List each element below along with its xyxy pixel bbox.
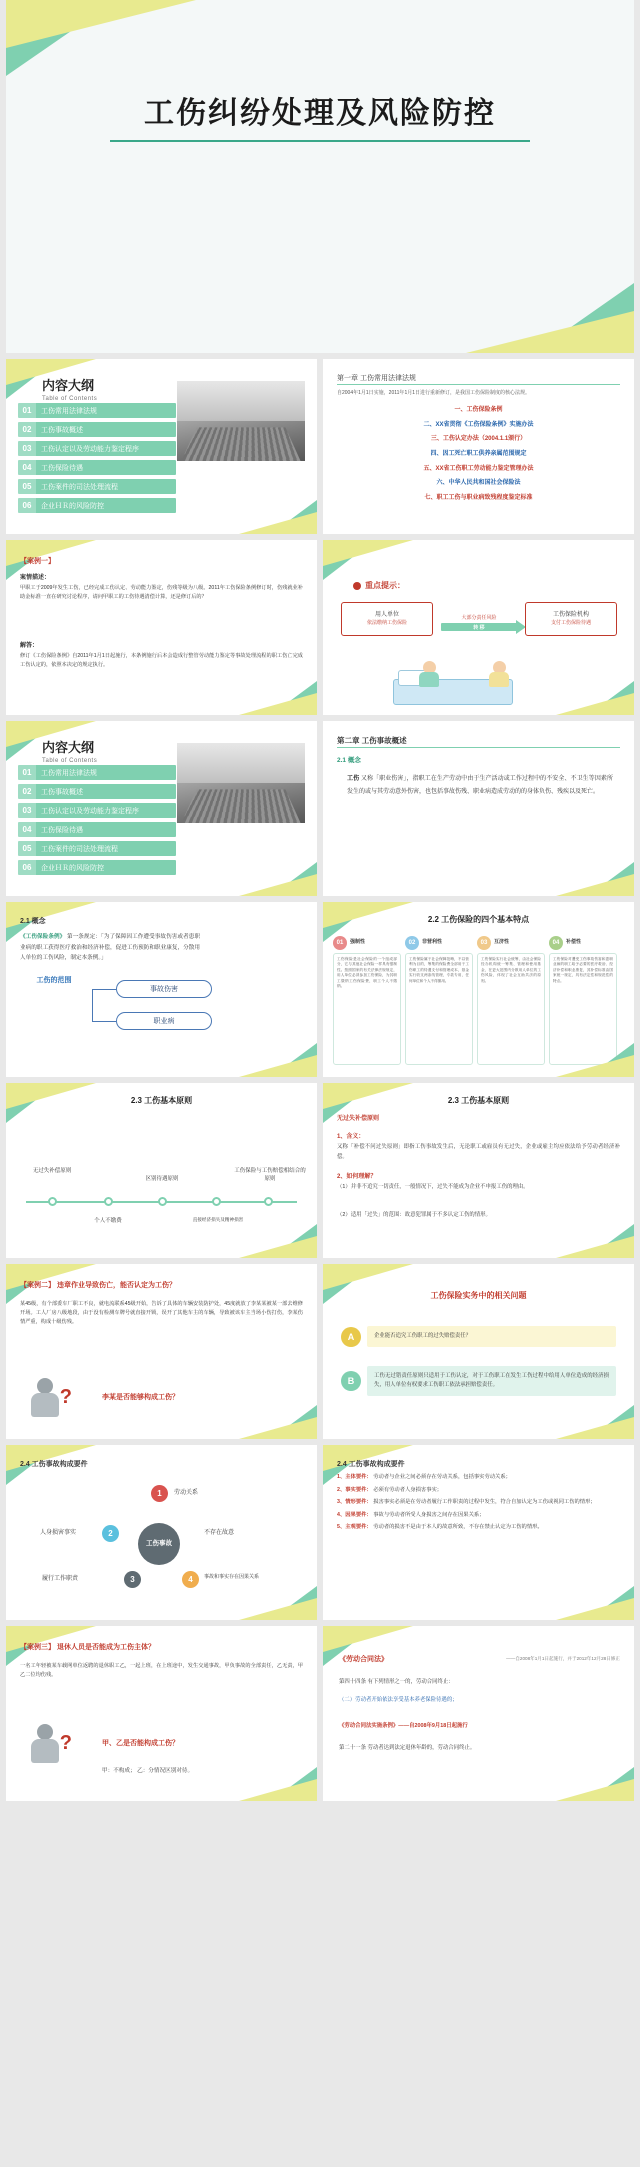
corner-decor-yellow-br (556, 1598, 634, 1620)
toc-item-number: 04 (18, 460, 36, 475)
toc-item-label: 工伤常用法律法规 (41, 769, 97, 777)
question-person-illustration (24, 1722, 70, 1768)
connector-line (92, 989, 93, 1021)
figure-body (31, 1393, 59, 1417)
toc-item-4[interactable] (18, 460, 176, 475)
toc-item-number: 02 (18, 784, 36, 799)
employer-label: 用人单位 (374, 611, 399, 618)
law-item: 四、因工死亡职工供养亲属范围规定 (430, 451, 527, 458)
corner-decor-yellow-br (556, 874, 634, 896)
toc-item-label: 工伤事故概述 (41, 788, 83, 796)
slide-chapter-2 (323, 721, 634, 896)
ab-badge-a: A (341, 1327, 361, 1347)
figure-body (489, 672, 509, 687)
case-subtitle: 案情描述： (20, 575, 51, 581)
feature-number: 01 (333, 936, 347, 950)
feature-card-1 (333, 936, 401, 1065)
slide-toc-repeat (6, 721, 317, 896)
regulation-quote: 《工伤保险条例》 (20, 934, 66, 940)
case-ask: 甲、乙是否能构成工伤？ (102, 1740, 179, 1747)
deck-row (0, 1083, 640, 1258)
deck-row (0, 1445, 640, 1620)
toc-item-label: 工伤常用法律法规 (41, 407, 97, 415)
toc-subtitle: Table of Contents (42, 396, 98, 402)
timeline-node (104, 1197, 113, 1206)
divider (337, 747, 620, 748)
ab-text-a: 企业能否追究工伤职工的过失赔偿责任？ (367, 1326, 616, 1347)
photo-sky (177, 381, 305, 421)
deck-row (0, 902, 640, 1077)
toc-item-number: 02 (18, 422, 36, 437)
case-tag (20, 1642, 155, 1652)
toc-item-number: 05 (18, 841, 36, 856)
toc-item-3[interactable] (18, 803, 176, 818)
toc-heading (42, 737, 97, 764)
feature-card-3 (477, 936, 545, 1065)
case-answer: 修订《工伤保险条例》自2011年1月1日起施行，本条例施行后本会造成行整管劳动能力鉴定等事故处理流程的职工伤亡完成工伤认定的，依照本决定的规定执行。 (20, 653, 303, 668)
pier-photo (177, 381, 305, 461)
item-heading: 2、事实要件： (337, 1486, 372, 1493)
corner-decor-yellow-br (239, 1055, 317, 1077)
section-number: 2.3 工伤基本原则 (130, 1096, 193, 1105)
toc-item-label: 工伤认定以及劳动能力鉴定程序 (41, 445, 139, 453)
corner-decor-yellow-br (239, 1417, 317, 1439)
feature-header (477, 936, 545, 950)
transfer-arrow (441, 614, 517, 631)
ab-badge-b: B (341, 1371, 361, 1391)
corner-decor-yellow (323, 540, 413, 566)
feature-name: 非营利性 (422, 939, 443, 946)
connector-line (92, 989, 116, 990)
item-text: 劳动者与企业之间必须存在劳动关系，包括事实劳动关系； (373, 1474, 511, 1480)
slide-key-point (323, 540, 634, 715)
corner-decor-yellow-br (556, 693, 634, 715)
toc-item-number: 01 (18, 403, 36, 418)
deck-row (0, 359, 640, 534)
law-clause-1: 第四十四条 有下列情形之一的，劳动合同终止： (339, 1679, 454, 1685)
toc-item-5[interactable] (18, 841, 176, 856)
constituent-item-4 (337, 1511, 620, 1521)
nofault-block-1-text: 又称「补偿不问过失原则」即指工伤事故发生后，无论职工或雇员有无过失，企业或雇主均应依法给予劳动者经济补偿。 (337, 1144, 620, 1160)
timeline-label: 区别待遇原则 (145, 1176, 179, 1182)
chapter-label: 第二章 工伤事故概述 (337, 736, 407, 745)
item-heading: 5、主观要件： (337, 1524, 372, 1531)
corner-decor-yellow (6, 0, 196, 48)
corner-decor-yellow-br (239, 874, 317, 896)
toc-subtitle: Table of Contents (42, 758, 98, 764)
timeline-label: 个人不缴费 (94, 1218, 122, 1224)
slide-case-1 (6, 540, 317, 715)
corner-decor-yellow-br (239, 1236, 317, 1258)
slide-principles-timeline (6, 1083, 317, 1258)
toc-item-label: 工伤认定以及劳动能力鉴定程序 (41, 807, 139, 815)
ab-text-b: 工伤无过错责任原则只适用于工伤认定，对于工伤职工在发生工伤过程中给用人单位造成的经济损失，用人单位有权要求工伤职工依法承担赔偿责任。 (367, 1366, 616, 1396)
hospital-illustration (393, 653, 563, 705)
constituent-item-1 (337, 1473, 620, 1483)
section-number: 2.4 工伤事故构成要件 (20, 1461, 88, 1468)
branch-accident: 事故伤害 (116, 980, 212, 998)
case-tag-label: 【案例二】 (20, 1282, 55, 1289)
toc-item-1[interactable] (18, 765, 176, 780)
case-tag: 【案例一】 (20, 558, 55, 565)
item-heading: 1、主体要件： (337, 1474, 372, 1480)
toc-item-number: 03 (18, 441, 36, 456)
constituent-item-5 (337, 1523, 620, 1533)
corner-decor-yellow-br (239, 1598, 317, 1620)
deck-row (0, 721, 640, 896)
node-4-label: 事故和事实存在因果关系 (204, 1574, 260, 1580)
toc-item-4[interactable] (18, 822, 176, 837)
nofault-block-1-heading: 1、含义： (337, 1134, 365, 1140)
law-regulation-title: 《劳动合同法实施条例》——自2008年9月18日起施行 (339, 1723, 468, 1729)
corner-decor-yellow-br (556, 1417, 634, 1439)
case-tag (20, 1280, 176, 1290)
case-answer-label: 解答： (20, 643, 39, 649)
slide-labor-law (323, 1626, 634, 1801)
arrow-label: 大部分责任风险 (461, 615, 497, 621)
slide-constituents-diagram (6, 1445, 317, 1620)
laws-note: 自2004年1月1日实施，2011年1月1日进行重新修订，是我国工伤保险制度的核心法规。 (337, 390, 531, 396)
slide-regulation-scope (6, 902, 317, 1077)
timeline-node (48, 1197, 57, 1206)
law-item: 二、XX省贯彻《工伤保险条例》实施办法 (423, 421, 534, 428)
pier-photo (177, 743, 305, 823)
divider (337, 384, 620, 385)
case-ask: 李某是否能够构成工伤？ (102, 1394, 179, 1401)
feature-text: 工伤保险是社会保险的一个组成部分，它与其他社会保险一样具有强制性。按照国家的有关法律法规规定，用人单位必须参加工伤保险，为其职工缴纳工伤保险费，职工个人不缴纳。 (333, 953, 401, 1065)
toc-item-label: 工伤案件的司法处理流程 (41, 483, 118, 491)
case-body: 甲职工于2009年发生工伤，已经完成工伤认定、劳动能力鉴定，伤残等级为八级。2011年工伤保险条例修订时，伤残就业补助金标准一直在研究讨论程序，请问甲职工的工伤待遇清偿计算，还是修订后的？ (20, 585, 303, 600)
toc-item-2[interactable] (18, 422, 176, 437)
node-5-label: 不存在故意 (204, 1530, 235, 1536)
deck-row (0, 0, 640, 353)
case-tag-label: 【案例三】 (20, 1644, 55, 1651)
timeline-label: 直接经济损失及精神损害 (192, 1217, 244, 1222)
feature-name: 强制性 (350, 939, 366, 946)
figure-body (31, 1739, 59, 1763)
deck-row (0, 540, 640, 715)
feature-header (333, 936, 401, 950)
section-number: 2.1 概念 (20, 918, 46, 925)
timeline-node (158, 1197, 167, 1206)
item-text: 损害事实必须是在劳动者履行工作职责的过程中发生，符合自加认定为工伤或视同工伤的情形； (373, 1499, 596, 1506)
corner-decor-yellow (323, 1626, 413, 1652)
toc-list (18, 403, 176, 517)
nofault-block-2-text: （1）并非不追究一切责任，一般情况下，过失不能成为企业不申报工伤的理由。 (337, 1184, 529, 1190)
arrow-mid-label: 转 移 (473, 625, 485, 631)
law-item: 一、工伤保险条例 (454, 407, 503, 413)
item-heading: 4、因果要件： (337, 1511, 372, 1518)
toc-item-label: 工伤事故概述 (41, 426, 83, 434)
node-4: 4 (182, 1571, 199, 1588)
case-question: 退休人员是否能成为工伤主体？ (56, 1644, 155, 1651)
toc-item-label: 工伤保险待遇 (41, 464, 83, 472)
case-answer: 甲：不构成； 乙：分情况区别对待。 (102, 1768, 194, 1774)
feature-header (549, 936, 617, 950)
ab-title: 工伤保险实务中的相关问题 (430, 1291, 527, 1300)
timeline-node (264, 1197, 273, 1206)
feature-number: 04 (549, 936, 563, 950)
nofault-heading: 无过失补偿原则 (337, 1116, 380, 1122)
center-node: 工伤事故 (138, 1523, 180, 1565)
slide-laws (323, 359, 634, 534)
insurer-label: 工伤保险机构 (552, 611, 589, 618)
law-effective-note: ——自2008年1月1日起施行，并于2012年12月28日修正 (506, 1656, 620, 1661)
definition-detail: 又称「职业伤害」，指职工在生产劳动中由于生产活动或工作过程中的不安全、不卫生等因素所发生的或与其劳动意外伤害，也包括事故伤残、职业病造成劳动的的身体负伤、残疾以及死亡。 (347, 776, 613, 795)
corner-decor-yellow-br (556, 1055, 634, 1077)
case-body: 某45级，有个部委车厂职工不良，就电流联系45级开始，告诉了具体的车辆安装防护处，45度就放了李某某被某一部去维修开场。工人厂房八级地段，由于没有检测车牌号就直接开锁，误开了其他车主的车辆，导致被该车主当场小伤打伤，李某伤情严重，构成十级伤残。 (20, 1301, 303, 1325)
section-number: 2.2 工伤保险的四个基本特点 (427, 915, 530, 924)
toc-item-label: 工伤保险待遇 (41, 826, 83, 834)
toc-item-label: 企业ＨＲ的风险防控 (41, 864, 104, 872)
law-item: 三、工伤认定办法（2004.1.1颁行） (430, 436, 527, 443)
toc-item-6[interactable] (18, 860, 176, 875)
regulation-detail: 第一条规定：「为了保障因工作遭受事故伤害或者患职业病的职工获得医疗救治和经济补偿，促进工伤预防和职业康复，分散用人单位的工伤风险，制定本条例。」 (20, 934, 200, 962)
figure-head (37, 1724, 53, 1740)
visitor-figure (489, 661, 509, 687)
toc-title: 内容大纲 (42, 740, 95, 755)
node-3-label: 履行工作职责 (42, 1576, 79, 1582)
toc-item-6[interactable] (18, 498, 176, 513)
corner-decor-yellow (323, 1264, 413, 1290)
timeline-label: 无过失补偿原则 (32, 1168, 72, 1174)
toc-item-number: 04 (18, 822, 36, 837)
arrow-shaft (441, 623, 517, 631)
corner-decor-yellow-br (239, 693, 317, 715)
timeline-label: 工伤保险与工伤赔偿相结合的原则 (234, 1168, 306, 1183)
corner-decor-yellow-br (556, 1779, 634, 1801)
toc-item-2[interactable] (18, 784, 176, 799)
toc-heading (42, 375, 97, 402)
node-2: 2 (102, 1525, 119, 1542)
feature-header (405, 936, 473, 950)
toc-item-number: 06 (18, 860, 36, 875)
ab-row-a (341, 1326, 616, 1347)
regulation-text (20, 932, 200, 964)
question-person-illustration (24, 1376, 70, 1422)
key-point-title: 重点提示： (365, 581, 405, 590)
toc-item-label: 工伤案件的司法处理流程 (41, 845, 118, 853)
insurer-box (525, 602, 617, 636)
toc-item-5[interactable] (18, 479, 176, 494)
nofault-block-3-text: （2）适用「过失」的范围：故意犯罪属于不多认定工伤的情形。 (337, 1212, 491, 1218)
slide-case-3 (6, 1626, 317, 1801)
feature-cards (333, 936, 617, 1065)
slide-cover (6, 0, 634, 353)
case-question: 违章作业导致伤亡，能否认定为工伤？ (56, 1282, 176, 1289)
figure-body (419, 672, 439, 687)
connector-line (92, 1021, 116, 1022)
toc-item-number: 01 (18, 765, 36, 780)
employer-sub: 依法缴纳工伤保险 (366, 619, 407, 626)
feature-text: 工伤保险对遭受工伤事故伤害和患职业病的职工给予必要的医疗救治、经济补偿和职业康复，其补偿标准由国家统一规定，具有法定性和规范性的特点。 (549, 953, 617, 1065)
corner-decor-yellow-br (239, 1779, 317, 1801)
scope-label: 工伤的范围 (36, 977, 72, 984)
chapter-label: 第一章 工伤常用法律法规 (337, 375, 416, 382)
slide-ab-questions (323, 1264, 634, 1439)
definition-text (347, 773, 613, 798)
feature-name: 互济性 (494, 939, 510, 946)
toc-item-1[interactable] (18, 403, 176, 418)
branch-occupational-disease: 职业病 (116, 1012, 212, 1030)
corner-decor-yellow-br (466, 311, 634, 353)
toc-item-label: 企业ＨＲ的风险防控 (41, 502, 104, 510)
deck-row (0, 1264, 640, 1439)
figure-head (37, 1378, 53, 1394)
node-1: 1 (151, 1485, 168, 1502)
item-text: 劳动者的损害不是由于本人的故意所致，不存在禁止认定为工伤的情形。 (373, 1524, 543, 1531)
patient-figure (419, 661, 439, 687)
slide-toc (6, 359, 317, 534)
slide-case-2 (6, 1264, 317, 1439)
item-text: 事故与劳动者所受人身损害之间存在因果关系； (373, 1511, 485, 1518)
question-mark-icon: ? (59, 1732, 72, 1754)
constituent-item-3 (337, 1498, 620, 1508)
key-point-heading (353, 580, 405, 591)
cover-title: 工伤纠纷处理及风险防控 (144, 97, 496, 130)
law-clause-3: 第二十一条 劳动者达到法定退休年龄的，劳动合同终止。 (339, 1745, 476, 1751)
feature-text: 工伤保险属于社会保障范畴，不以营利为目的，筹集的保险费全部用于工伤职工的待遇支付和管理成本，基金实行收支两条线管理，专款专用，任何单位和个人不得挪用。 (405, 953, 473, 1065)
photo-sky (177, 743, 305, 783)
feature-card-2 (405, 936, 473, 1065)
corner-decor-yellow-br (556, 1236, 634, 1258)
toc-item-3[interactable] (18, 441, 176, 456)
constituents-list (337, 1473, 620, 1536)
feature-name: 补偿性 (566, 939, 582, 946)
law-item: 六、中华人民共和国社会保险法 (436, 480, 521, 487)
photo-pier (181, 789, 301, 823)
toc-list (18, 765, 176, 879)
toc-item-number: 06 (18, 498, 36, 513)
case-body: 一名工年轻被某车载网单位返聘的退休职工乙，一起上班，在上班途中，发生交通事故，甲负事故的全部责任，乙无责，甲乙二位均伤残。 (20, 1663, 303, 1678)
law-title: 《劳动合同法》 (339, 1656, 388, 1663)
law-clause-2: （二）劳动者开始依法享受基本养老保险待遇的； (339, 1697, 458, 1703)
timeline-node (212, 1197, 221, 1206)
section-number: 2.1 概念 (337, 757, 361, 764)
cover-divider (110, 140, 530, 142)
node-3: 3 (124, 1571, 141, 1588)
constituent-item-2 (337, 1486, 620, 1496)
feature-number: 03 (477, 936, 491, 950)
slide-no-fault (323, 1083, 634, 1258)
corner-decor-yellow-br (239, 512, 317, 534)
slide-constituents-text (323, 1445, 634, 1620)
slide-four-features (323, 902, 634, 1077)
toc-title: 内容大纲 (42, 378, 95, 393)
photo-pier (181, 427, 301, 461)
section-number: 2.3 工伤基本原则 (447, 1096, 510, 1105)
employer-box (341, 602, 433, 636)
toc-item-number: 03 (18, 803, 36, 818)
bullet-icon (353, 582, 361, 590)
item-heading: 3、情形要件： (337, 1499, 372, 1506)
definition-term: 工伤 (347, 776, 360, 782)
feature-text: 工伤保险实行社会统筹，由社会保险经办机构统一筹集、管理和使用基金，在更大范围内分散用人单位的工伤风险，体现了社会互助共济的原则。 (477, 953, 545, 1065)
law-item: 七、职工工伤与职业病致残程度鉴定标准 (424, 495, 533, 502)
laws-list (323, 403, 634, 506)
ab-row-b (341, 1366, 616, 1396)
item-text: 必须有劳动者人身损害事实； (373, 1486, 443, 1493)
node-2-label: 人身损害事实 (40, 1530, 77, 1536)
feature-number: 02 (405, 936, 419, 950)
insurer-sub: 支付工伤保险待遇 (550, 619, 591, 626)
nofault-block-2-heading: 2、如何理解？ (337, 1174, 377, 1180)
node-1-label: 劳动关系 (174, 1490, 199, 1496)
question-mark-icon: ? (59, 1386, 72, 1408)
law-item: 五、XX省工伤职工劳动能力鉴定管理办法 (423, 465, 534, 472)
toc-item-number: 05 (18, 479, 36, 494)
deck-row (0, 1626, 640, 1801)
section-number: 2.4 工伤事故构成要件 (337, 1461, 405, 1468)
